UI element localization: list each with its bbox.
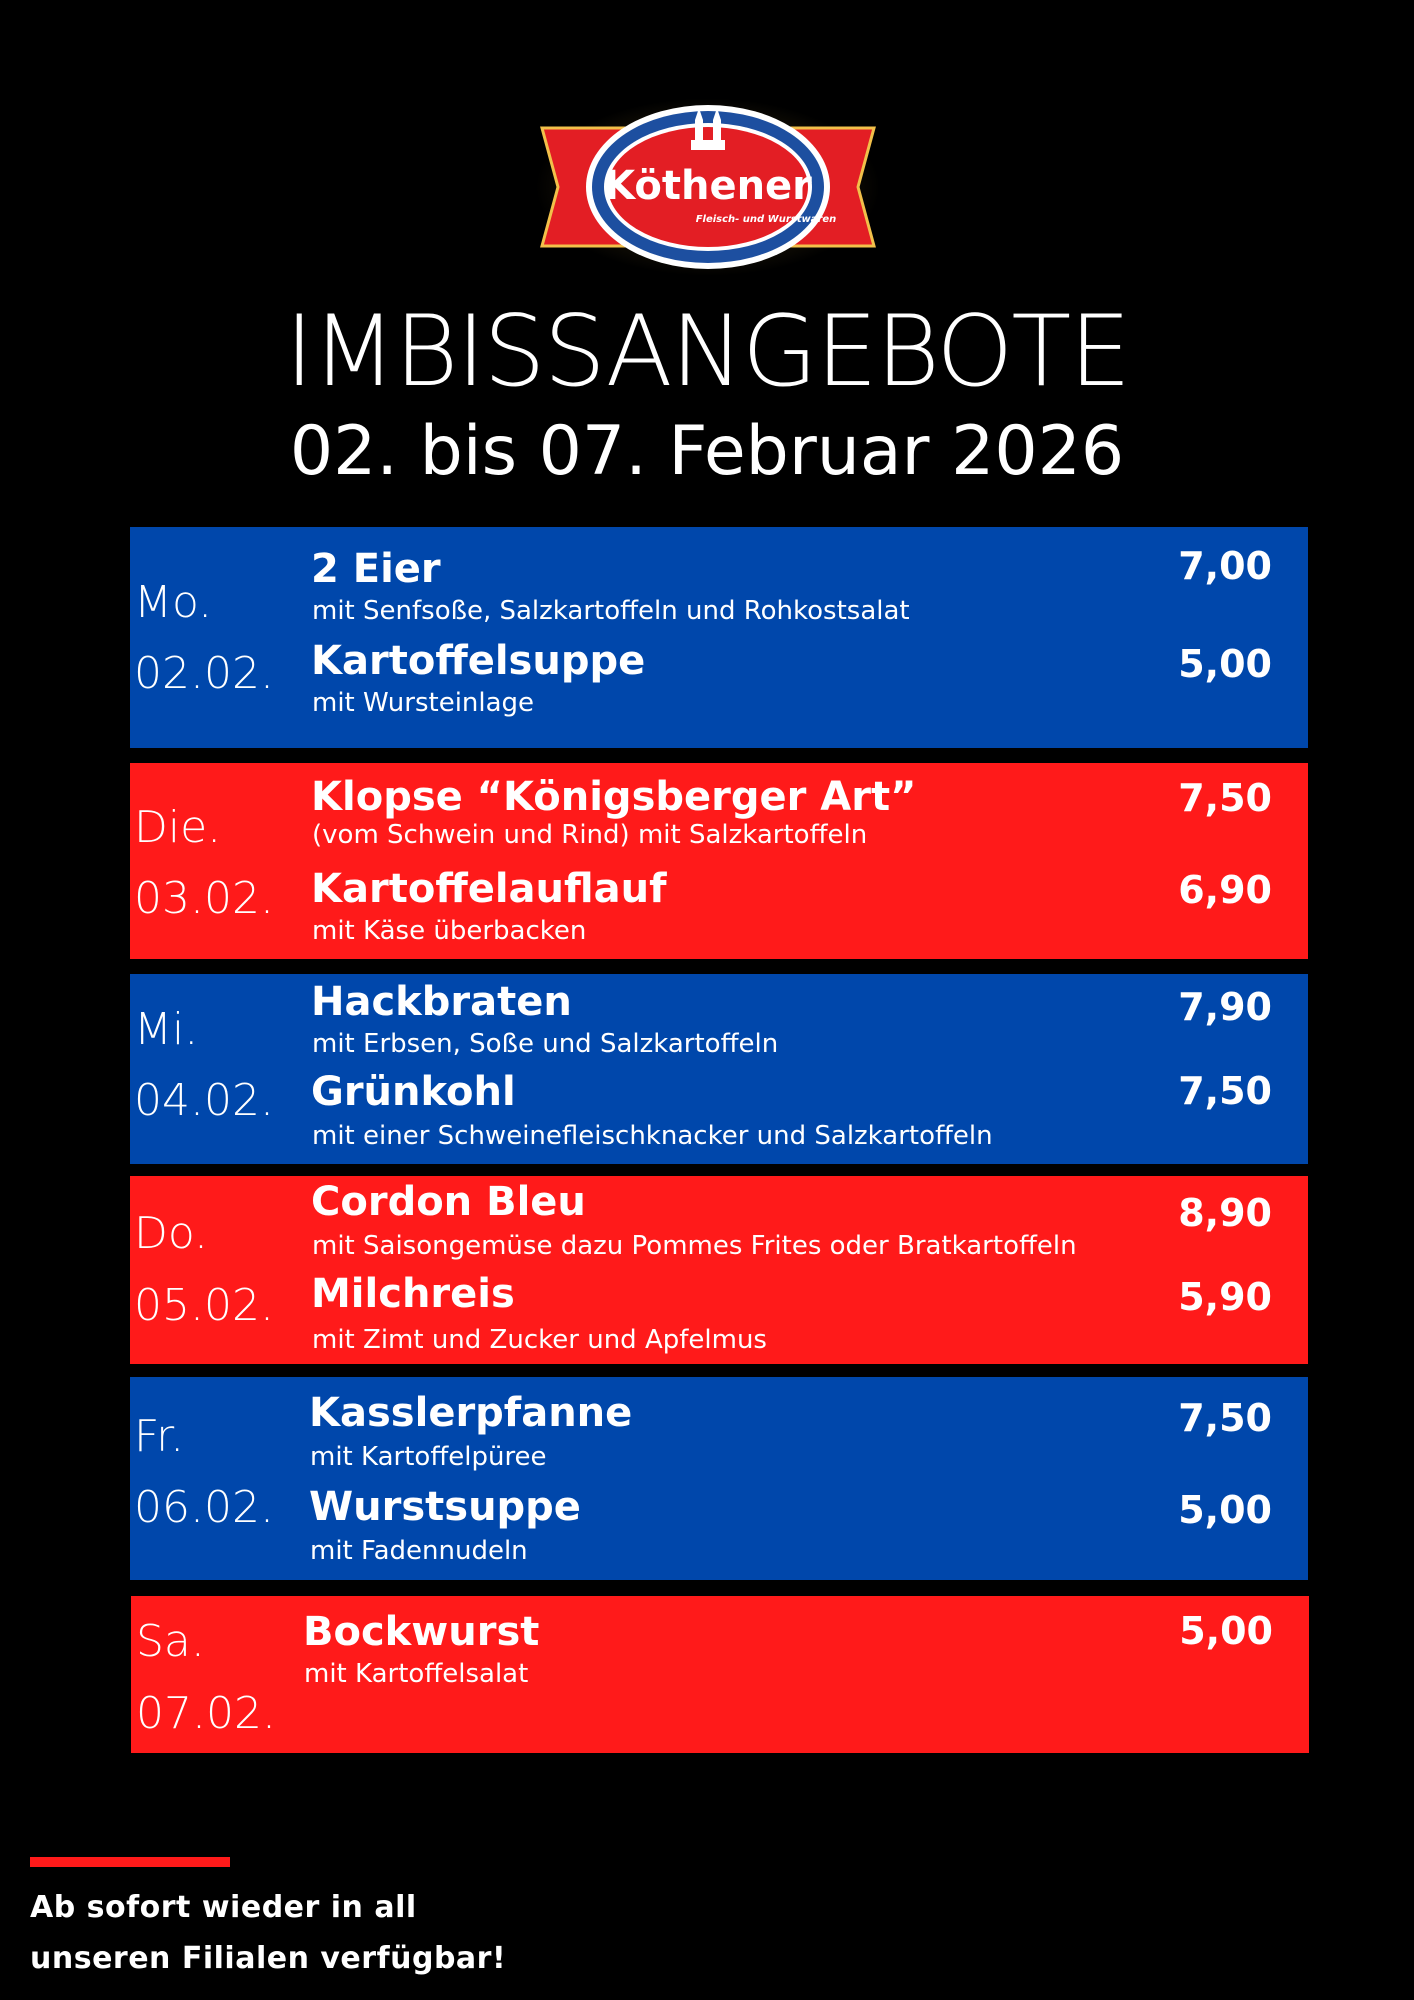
- footer-accent-bar: [30, 1857, 230, 1867]
- dish-description: (vom Schwein und Rind) mit Salzkartoffeln: [312, 820, 868, 850]
- date-label: 07.02.: [136, 1688, 276, 1739]
- date-label: 02.02.: [134, 648, 274, 699]
- dish-price: 5,90: [1178, 1275, 1272, 1319]
- koethener-logo: [536, 98, 880, 276]
- dish-description: mit Senfsoße, Salzkartoffeln und Rohkostsalat: [312, 596, 910, 626]
- dish-description: mit Wursteinlage: [312, 688, 535, 718]
- dish-name: Bockwurst: [303, 1609, 540, 1655]
- page-title: IMBISSANGEBOTE: [284, 295, 1130, 409]
- dish-name: Kartoffelsuppe: [311, 638, 646, 684]
- menu-day-saturday: [131, 1596, 1309, 1753]
- footer-text-line-2: unseren Filialen verfügbar!: [30, 1941, 507, 1976]
- weekday-label: Do.: [134, 1208, 209, 1259]
- dish-price: 6,90: [1178, 868, 1272, 912]
- dish-description: mit Käse überbacken: [312, 916, 587, 946]
- menu-day-wednesday: [130, 974, 1308, 1164]
- date-range: 02. bis 07. Februar 2026: [289, 412, 1125, 491]
- dish-description: mit Fadennudeln: [310, 1536, 528, 1566]
- dish-price: 5,00: [1178, 642, 1272, 686]
- weekday-label: Sa.: [136, 1616, 205, 1667]
- logo-brand: Köthener: [604, 163, 812, 209]
- dish-name: Milchreis: [311, 1271, 515, 1317]
- menu-day-monday: [130, 527, 1308, 748]
- dish-description: mit einer Schweinefleischknacker und Salzkartoffeln: [312, 1121, 993, 1151]
- dish-description: mit Kartoffelpüree: [310, 1442, 547, 1472]
- weekday-label: Fr.: [134, 1411, 185, 1462]
- dish-name: Kartoffelauflauf: [311, 866, 667, 912]
- dish-name: 2 Eier: [311, 546, 441, 592]
- dish-description: mit Saisongemüse dazu Pommes Frites oder Bratkartoffeln: [312, 1231, 1077, 1261]
- dish-description: mit Zimt und Zucker und Apfelmus: [312, 1325, 767, 1355]
- date-label: 03.02.: [134, 873, 274, 924]
- dish-name: Grünkohl: [311, 1069, 516, 1115]
- date-label: 04.02.: [134, 1075, 274, 1126]
- dish-description: mit Erbsen, Soße und Salzkartoffeln: [312, 1029, 779, 1059]
- dish-price: 5,00: [1178, 1488, 1272, 1532]
- weekday-label: Mo.: [134, 577, 213, 628]
- weekday-label: Die.: [134, 802, 222, 853]
- menu-day-thursday: [130, 1176, 1308, 1364]
- dish-price: 7,90: [1178, 985, 1272, 1029]
- menu-day-tuesday: [130, 763, 1308, 959]
- menu-day-friday: [130, 1377, 1308, 1580]
- weekday-label: Mi.: [134, 1004, 199, 1055]
- dish-name: Wurstsuppe: [309, 1484, 581, 1530]
- footer-text-line-1: Ab sofort wieder in all: [30, 1890, 417, 1925]
- dish-name: Kasslerpfanne: [309, 1390, 633, 1436]
- date-label: 05.02.: [134, 1280, 274, 1331]
- dish-price: 7,50: [1178, 1396, 1272, 1440]
- dish-price: 7,50: [1178, 776, 1272, 820]
- dish-price: 7,00: [1178, 544, 1272, 588]
- logo-tagline: Fleisch- und Wurstwaren: [695, 214, 837, 225]
- dish-description: mit Kartoffelsalat: [304, 1659, 529, 1689]
- dish-name: Hackbraten: [311, 979, 572, 1025]
- date-label: 06.02.: [134, 1482, 274, 1533]
- dish-name: Klopse “Königsberger Art”: [311, 774, 917, 820]
- dish-price: 5,00: [1179, 1609, 1273, 1653]
- dish-price: 8,90: [1178, 1191, 1272, 1235]
- dish-name: Cordon Bleu: [311, 1179, 586, 1225]
- dish-price: 7,50: [1178, 1069, 1272, 1113]
